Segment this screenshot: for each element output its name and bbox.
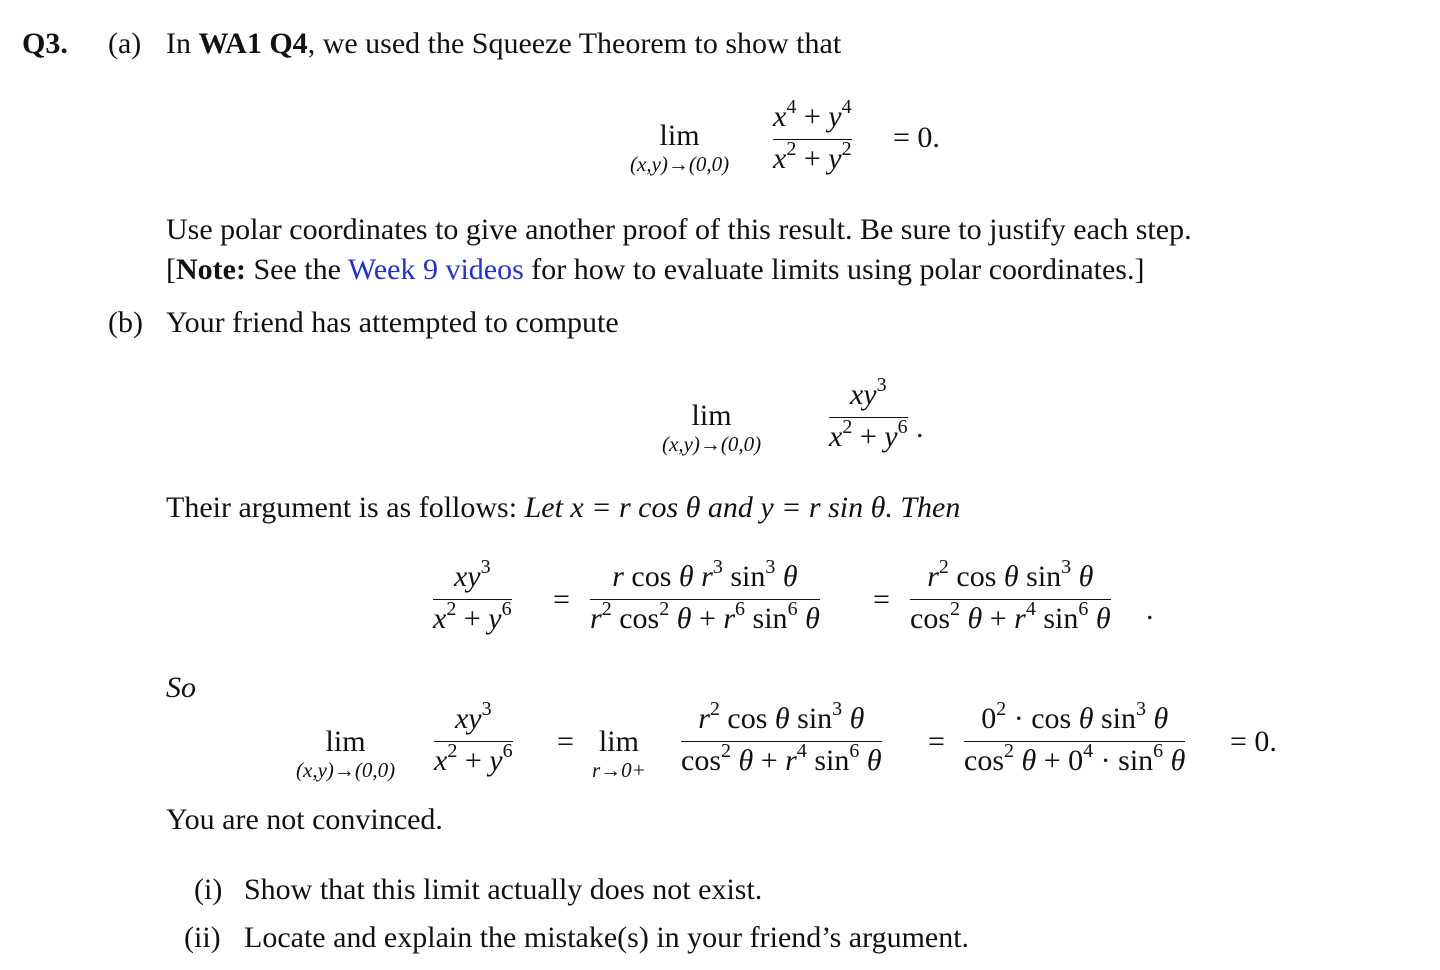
equals-c1: = [553, 583, 570, 616]
fraction-c2: r cos θ $r^3$ $\sin^3 \theta$ $r^2$ $\cos^2 \theta + r^6$ $\sin^6 \theta$ [590, 556, 820, 635]
fraction-c1: $xy^3$ $x^2 + y^6$ [433, 556, 512, 635]
limit-operator-b: lim (x,y)→(0,0) [662, 399, 762, 456]
equals-d1: = [557, 725, 574, 758]
fraction-d1: $xy^3$ $x^2 + y^6$ [434, 698, 513, 777]
period-b: . [916, 411, 924, 444]
question-number: Q3. [22, 27, 68, 60]
equals-d2: = [928, 725, 945, 758]
limit-operator-a: lim (x,y)→(0,0) [630, 119, 730, 176]
fraction-a: $x^4 + y^4$ $x^2 + y^2$ [773, 96, 852, 175]
part-a-note: [Note: See the Week 9 videos for how to evaluate limits using polar coordinates.] [166, 253, 1145, 286]
fraction-d2: $r^2$ cos θ $\sin^3 \theta$ $\cos^2 \theta + r^4$ $\sin^6 \theta$ [681, 698, 882, 777]
equation-d-result: = 0. [1230, 725, 1277, 758]
sub-item-i-label: (i) [194, 873, 223, 906]
part-a-instruction: Use polar coordinates to give another proof of this result. Be sure to justify each step. [166, 213, 1192, 246]
fraction-d3: $0^2 \cdot \cos \theta$ $\sin^3 \theta$ $\cos^2 \theta + 0^4 \cdot \sin^6 \theta$ [964, 698, 1186, 777]
fraction-b: $xy^3$ $x^2 + y^6$ [829, 374, 908, 453]
part-a-intro: In WA1 Q4, we used the Squeeze Theorem to show that [166, 27, 842, 60]
part-b-intro: Your friend has attempted to compute [166, 306, 619, 339]
part-a-label: (a) [108, 27, 142, 60]
equation-a-result: = 0. [893, 121, 940, 154]
equals-c2: = [873, 583, 890, 616]
not-convinced-text: You are not convinced. [166, 803, 443, 836]
fraction-c3: $r^2$ cos θ $\sin^3 \theta$ $\cos^2 \theta + r^4$ $\sin^6 \theta$ [910, 556, 1111, 635]
limit-operator-d2: lim r→0+ [592, 725, 646, 782]
sub-item-i-text: Show that this limit actually does not exist. [244, 873, 763, 906]
sub-item-ii-label: (ii) [184, 921, 221, 954]
period-c: . [1146, 593, 1154, 626]
limit-operator-d1: lim (x,y)→(0,0) [296, 725, 396, 782]
so-label: So [166, 671, 196, 704]
part-b-label: (b) [108, 306, 143, 339]
sub-item-ii-text: Locate and explain the mistake(s) in your friend’s argument. [244, 921, 970, 954]
week9-videos-link[interactable]: Week 9 videos [347, 253, 524, 286]
argument-line: Their argument is as follows: Let x = r cos θ and y = r sin θ. Then [166, 491, 961, 524]
